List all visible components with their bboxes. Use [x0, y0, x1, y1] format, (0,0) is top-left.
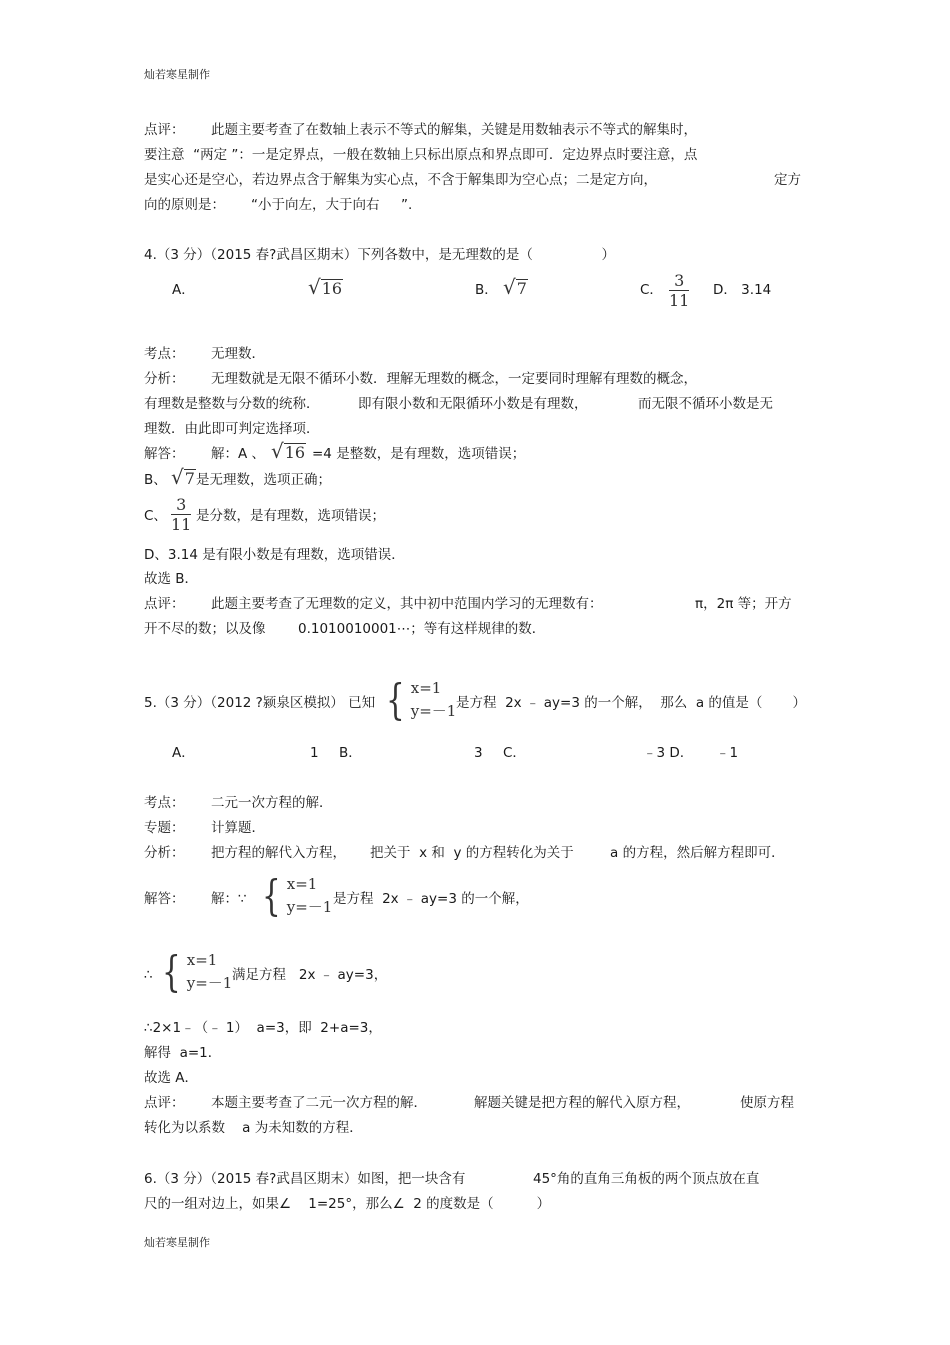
- fenxi-text: 把关于 x 和 y 的方程转化为关于: [370, 845, 574, 861]
- sqrt-icon: √: [271, 439, 284, 463]
- equation-system: { x=1 y=－1: [262, 871, 333, 920]
- sqrt-expression: √ 7: [503, 275, 527, 299]
- sqrt-icon: √: [171, 465, 184, 489]
- equation-system: { x=1 y=－1: [162, 947, 233, 996]
- fenxi-text: a 的方程，然后解方程即可．: [610, 845, 785, 861]
- option-b-value: 3: [474, 745, 483, 761]
- jieda-text: D、3.14 是有限小数是有理数，选项错误．: [144, 547, 405, 563]
- fenxi-text: 即有限小数和无限循环小数是有理数，: [358, 396, 588, 412]
- jieda-text: ∴2×1﹣（﹣ 1） a=3，即 2+a=3，: [144, 1020, 382, 1036]
- jieda-text: B、: [144, 472, 167, 488]
- option-b-label: B．: [475, 282, 498, 298]
- jieda-text: ∴: [144, 967, 153, 983]
- brace-icon: {: [162, 947, 181, 996]
- comment-line: ”.: [401, 197, 413, 213]
- option-c-label: C．: [640, 282, 663, 298]
- comment-line: 要注意 “两定 ”：一是定界点，一般在数轴上只标出原点和界点即可．定边界点时要注意，点: [144, 147, 698, 163]
- option-c-value: ﹣3 D.: [643, 745, 685, 761]
- brace-icon: {: [386, 675, 405, 724]
- dianping-label: 点评：: [144, 596, 185, 612]
- page-header: 灿若寒星制作: [144, 68, 210, 81]
- jieda-label: 解答：: [144, 446, 185, 462]
- sqrt-icon: √: [308, 275, 321, 299]
- option-c-label: C．: [503, 745, 526, 761]
- sqrt-expression: √ 16: [308, 275, 343, 299]
- kaodian-label: 考点：: [144, 795, 185, 811]
- fraction: 3 11: [669, 271, 690, 310]
- fraction: 3 11: [171, 495, 192, 534]
- jieda-text: =4 是整数，是有理数，选项错误；: [312, 446, 526, 462]
- comment-line: 此题主要考查了在数轴上表示不等式的解集，关键是用数轴表示不等式的解集时，: [211, 122, 697, 138]
- equation-system: { x=1 y=－1: [386, 675, 457, 724]
- jieda-text: 解：A 、: [211, 446, 266, 462]
- fenxi-text: 无理数就是无限不循环小数．理解无理数的概念，一定要同时理解有理数的概念，: [211, 371, 697, 387]
- kaodian-text: 二元一次方程的解．: [211, 795, 333, 811]
- dianping-text: 0.1010010001⋯；等有这样规律的数．: [298, 621, 546, 637]
- jieda-text: 是方程 2x ﹣ ay=3 的一个解，: [333, 891, 529, 907]
- option-d-value: ﹣1: [716, 745, 739, 761]
- dianping-text: 开不尽的数；以及像: [144, 621, 266, 637]
- jieda-text: C、: [144, 508, 167, 524]
- dianping-text: 使原方程: [740, 1095, 794, 1111]
- answer-text: 故选 B．: [144, 571, 199, 587]
- option-a-value: 1: [310, 745, 319, 761]
- jieda-text: 是无理数，选项正确；: [196, 472, 331, 488]
- jieda-text: 是分数，是有理数，选项错误；: [196, 508, 385, 524]
- question-stem: 5.（3 分）（2012 ?颍泉区模拟） 已知: [144, 695, 376, 711]
- fenxi-label: 分析：: [144, 845, 185, 861]
- sqrt-expression: √ 7: [171, 465, 195, 489]
- dianping-text: 转化为以系数 a 为未知数的方程．: [144, 1120, 363, 1136]
- fenxi-text: 把方程的解代入方程，: [211, 845, 346, 861]
- answer-text: 故选 A．: [144, 1070, 199, 1086]
- comment-line: 是实心还是空心，若边界点含于解集为实心点，不含于解集即为空心点；二是定方向，: [144, 172, 657, 188]
- comment-line: 定方: [774, 172, 801, 188]
- comment-line: 向的原则是：: [144, 197, 225, 213]
- jieda-text: 满足方程 2x ﹣ ay=3，: [232, 967, 388, 983]
- kaodian-label: 考点：: [144, 346, 185, 362]
- jieda-text: 解：∵: [211, 891, 247, 907]
- question-stem: 尺的一组对边上，如果∠ 1=25°，那么∠ 2 的度数是（ ）: [144, 1196, 551, 1212]
- question-stem: 是方程 2x ﹣ ay=3 的一个解， 那么 a 的值是（ ）: [456, 695, 806, 711]
- zhuanti-text: 计算题．: [211, 820, 265, 836]
- comment-label: 点评：: [144, 122, 185, 138]
- fenxi-text: 理数．由此即可判定选择项．: [144, 421, 320, 437]
- dianping-text: 本题主要考查了二元一次方程的解．: [211, 1095, 427, 1111]
- option-b-label: B．: [339, 745, 362, 761]
- dianping-text: 解题关键是把方程的解代入原方程，: [474, 1095, 690, 1111]
- zhuanti-label: 专题：: [144, 820, 185, 836]
- question-stem: 45°角的直角三角板的两个顶点放在直: [533, 1171, 760, 1187]
- page-footer: 灿若寒星制作: [144, 1236, 210, 1249]
- brace-icon: {: [262, 871, 281, 920]
- question-stem: 6.（3 分）（2015 春?武昌区期末）如图，把一块含有: [144, 1171, 466, 1187]
- comment-line: “小于向左，大于向右: [251, 197, 380, 213]
- fenxi-label: 分析：: [144, 371, 185, 387]
- option-d-label: D． 3.14: [713, 282, 772, 298]
- dianping-text: π，2π 等；开方: [695, 596, 792, 612]
- sqrt-icon: √: [503, 275, 516, 299]
- question-stem: 4.（3 分）（2015 春?武昌区期末）下列各数中，是无理数的是（ ）: [144, 247, 615, 263]
- option-a-label: A．: [172, 282, 195, 298]
- fenxi-text: 有理数是整数与分数的统称．: [144, 396, 320, 412]
- dianping-label: 点评：: [144, 1095, 185, 1111]
- jieda-label: 解答：: [144, 891, 185, 907]
- fenxi-text: 而无限不循环小数是无: [638, 396, 773, 412]
- jieda-text: 解得 a=1．: [144, 1045, 222, 1061]
- sqrt-expression: √ 16: [271, 439, 306, 463]
- kaodian-text: 无理数．: [211, 346, 265, 362]
- dianping-text: 此题主要考查了无理数的定义，其中初中范围内学习的无理数有：: [211, 596, 603, 612]
- option-a-label: A．: [172, 745, 195, 761]
